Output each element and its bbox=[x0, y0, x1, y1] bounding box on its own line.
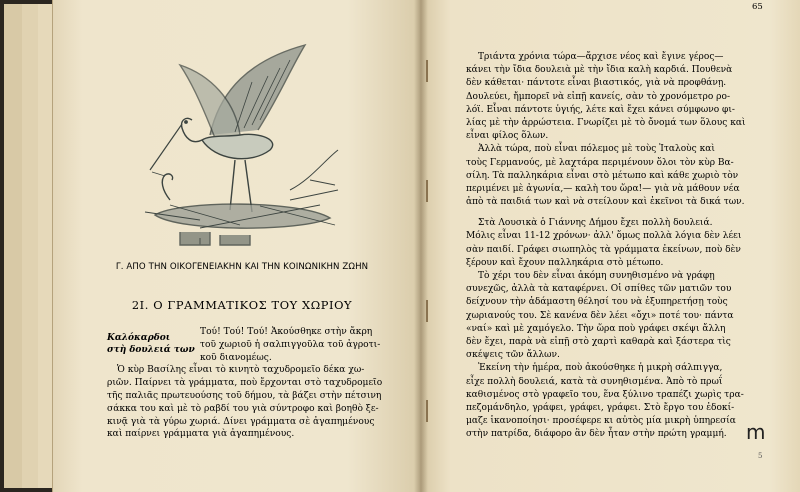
text-line: ἀπὸ τὰ παιδιά των καὶ νὰ στείλουν καὶ ἐκεῖνοι τὰ δικά των. bbox=[466, 197, 745, 208]
text-line: κοῦ διανομέως. bbox=[200, 352, 272, 363]
text-line: τῆς παλιᾶς πρωτευούσης τοῦ δήμου, τὰ βάζει στὴν πέτσινη bbox=[107, 390, 382, 401]
text-line: κάνει τὴν ἴδια δουλειὰ μὲ τὴν ἴδια καλὴ καρδιά. Πουθενὰ bbox=[466, 65, 733, 76]
binding-stitch bbox=[426, 180, 428, 202]
text-line: Ἀλλὰ τώρα, ποὺ εἶναι πόλεμος μὲ τοὺς Ἰταλοὺς καὶ bbox=[478, 144, 715, 155]
text-line: Τὸ χέρι του δὲν εἶναι ἀκόμη συνηθισμένο νὰ γράφῃ bbox=[478, 271, 715, 281]
handwritten-margin-mark: m bbox=[746, 420, 766, 444]
paragraph-gap bbox=[466, 209, 762, 217]
text-line: καὶ παίρνει γράμματα γιὰ ἀγαπημένους. bbox=[107, 429, 295, 440]
left-body-text bbox=[107, 326, 389, 441]
text-line: μαζε ἱκανοποίησι· προσέφερε κι αὐτὸς μία μικρὴ ὑπηρεσία bbox=[466, 416, 736, 427]
text-line: Στὰ Λουσικὰ ὁ Γιάννης Δήμου ἔχει πολλὴ δουλειά. bbox=[478, 218, 713, 229]
text-line: ριῶν. Παίρνει τὰ γράμματα, ποὺ ἔρχονται στὸ ταχυδρομεῖο bbox=[107, 378, 383, 389]
text-line: κινᾷ γιὰ τὰ γύρω χωριά. Δίνει γράμματα σὲ ἀγαπημένους bbox=[107, 416, 375, 427]
binding-stitch bbox=[426, 400, 428, 422]
text-line: Ὁ κὺρ Βασίλης εἶναι τὸ κινητὸ ταχυδρομεῖο δέκα χω- bbox=[117, 365, 365, 376]
binding-stitch bbox=[426, 300, 428, 322]
section-caption: Γ. ΑΠΟ ΤΗΝ ΟΙΚΟΓΕΝΕΙΑΚΗΝ ΚΑΙ ΤΗΝ ΚΟΙΝΩΝΙΚΗΝ ΖΩΗΝ bbox=[115, 262, 369, 272]
page-number: 65 bbox=[752, 2, 763, 12]
text-line: σὰν παιδί. Γράφει σιωπηλὸς τὰ γράμματα ἐκείνων, ποὺ δὲν bbox=[466, 244, 741, 255]
text-line: τοῦ χωριοῦ ἡ σαλπιγγοῦλα τοῦ ἀγροτι- bbox=[200, 339, 381, 350]
text-line: Τού! Τού! Τού! Ἀκούσθηκε στὴν ἄκρη bbox=[200, 327, 373, 337]
side-heading-line: Καλόκαρδοι bbox=[107, 333, 171, 343]
text-line: «ναί» καὶ μὲ χαμόγελο. Τὴν ὥρα ποὺ γράφει σκέψι ἄλλη bbox=[466, 323, 726, 334]
text-line: εἶχε πολλὴ δουλειά, κατὰ τὰ συνηθισμένα. Ἀπὸ τὸ πρωΐ bbox=[466, 376, 723, 387]
text-line: δείχνουν τὴν ἀδάμαστη θέλησί του νὰ ἐξυπηρετήσῃ τοὺς bbox=[466, 297, 728, 308]
text-line: χωριανούς του. Σὲ κανένα δὲν λέει «ὄχι» ποτέ του· πάντα bbox=[466, 310, 734, 321]
text-line: Ἐκείνη τὴν ἡμέρα, ποὺ ἀκούσθηκε ἡ μικρὴ σάλπιγγα, bbox=[478, 363, 723, 374]
text-line: σίλη. Τὰ παλληκάρια εἶναι στὸ μέτωπο καὶ κάθε χωριὸ τὸν bbox=[466, 170, 739, 181]
text-line: τοὺς Γερμανούς, μὲ λαχτάρα περιμένουν ὅλοι τὸν κὺρ Βα- bbox=[466, 157, 734, 168]
text-line: ξέρουν καὶ ἔχουν παλληκάρια στὸ μέτωπο. bbox=[466, 257, 664, 268]
chapter-title: 2Ι. Ο ΓΡΑΜΜΑΤΙΚΟΣ ΤΟΥ ΧΩΡΙΟΥ bbox=[131, 298, 353, 312]
text-line: λόϊ. Εἶναι πάντοτε ὑγιής, λέτε καὶ ἔχει κάνει σύμφωνο φι- bbox=[466, 104, 735, 115]
text-line: καθισμένος στὸ γραφεῖο του, ἕνα ξύλινο τραπέζι χωρὶς τρα- bbox=[466, 389, 744, 400]
right-body-text bbox=[466, 51, 762, 441]
text-line: Μόλις εἶναι 11-12 χρόνων· ἀλλ' ὅμως πολλὰ λόγια δὲν λέει bbox=[466, 231, 742, 242]
stork-illustration bbox=[140, 40, 340, 250]
footer-mark: 5 bbox=[758, 452, 763, 460]
side-heading-line: στὴ δουλειά των bbox=[107, 345, 195, 355]
text-line: εἶναι φίλος ὅλων. bbox=[466, 131, 549, 142]
binding-stitch bbox=[426, 60, 428, 82]
text-line: περιμένει μὲ ἀγωνία,— καλὴ του ὥρα!— γιὰ νὰ μάθουν νέα bbox=[466, 183, 740, 194]
text-line: σάκκα του καὶ μὲ τὸ ραβδί του γιὰ σύντροφο καὶ βοηθὸ ξε- bbox=[107, 403, 379, 414]
text-line: σκέψεις τῶν ἄλλων. bbox=[466, 350, 560, 361]
text-line: στὴν πατρίδα, διάφορο ἂν δὲν ἦταν στὴν πρώτη γραμμή. bbox=[466, 429, 727, 440]
text-line: δὲν κάθεται· πάντοτε εἶναι βιαστικός, γιὰ νὰ προφθάνῃ. bbox=[466, 78, 727, 89]
text-line: πεζομάνδηλο, γράφει, γράφει, γράφει. Στὸ ἔργο του ἐδοκί- bbox=[466, 402, 735, 413]
text-line: δὲν ἔχει, παρὰ νὰ εἰπῇ στὸ χαρτὶ καθαρὰ καὶ ξάστερα τὶς bbox=[466, 336, 731, 347]
text-line: συνεχῶς, ἀλλὰ τὰ καταφέρνει. Οἱ σπίθες τῶν ματιῶν του bbox=[466, 284, 732, 295]
text-line: Δουλεύει, ἤμπορεῖ νὰ εἰπῇ κανείς, σὰν τὸ χρονόμετρο ρο- bbox=[466, 91, 730, 102]
text-line: Τριάντα χρόνια τώρα—ἄρχισε νέος καὶ ἔγινε γέρος— bbox=[478, 52, 724, 62]
text-line: λίας μὲ τὴν ἀρρώστεια. Γνωρίζει μὲ τὸ ὄνομά των ὅλους καὶ bbox=[466, 117, 746, 128]
